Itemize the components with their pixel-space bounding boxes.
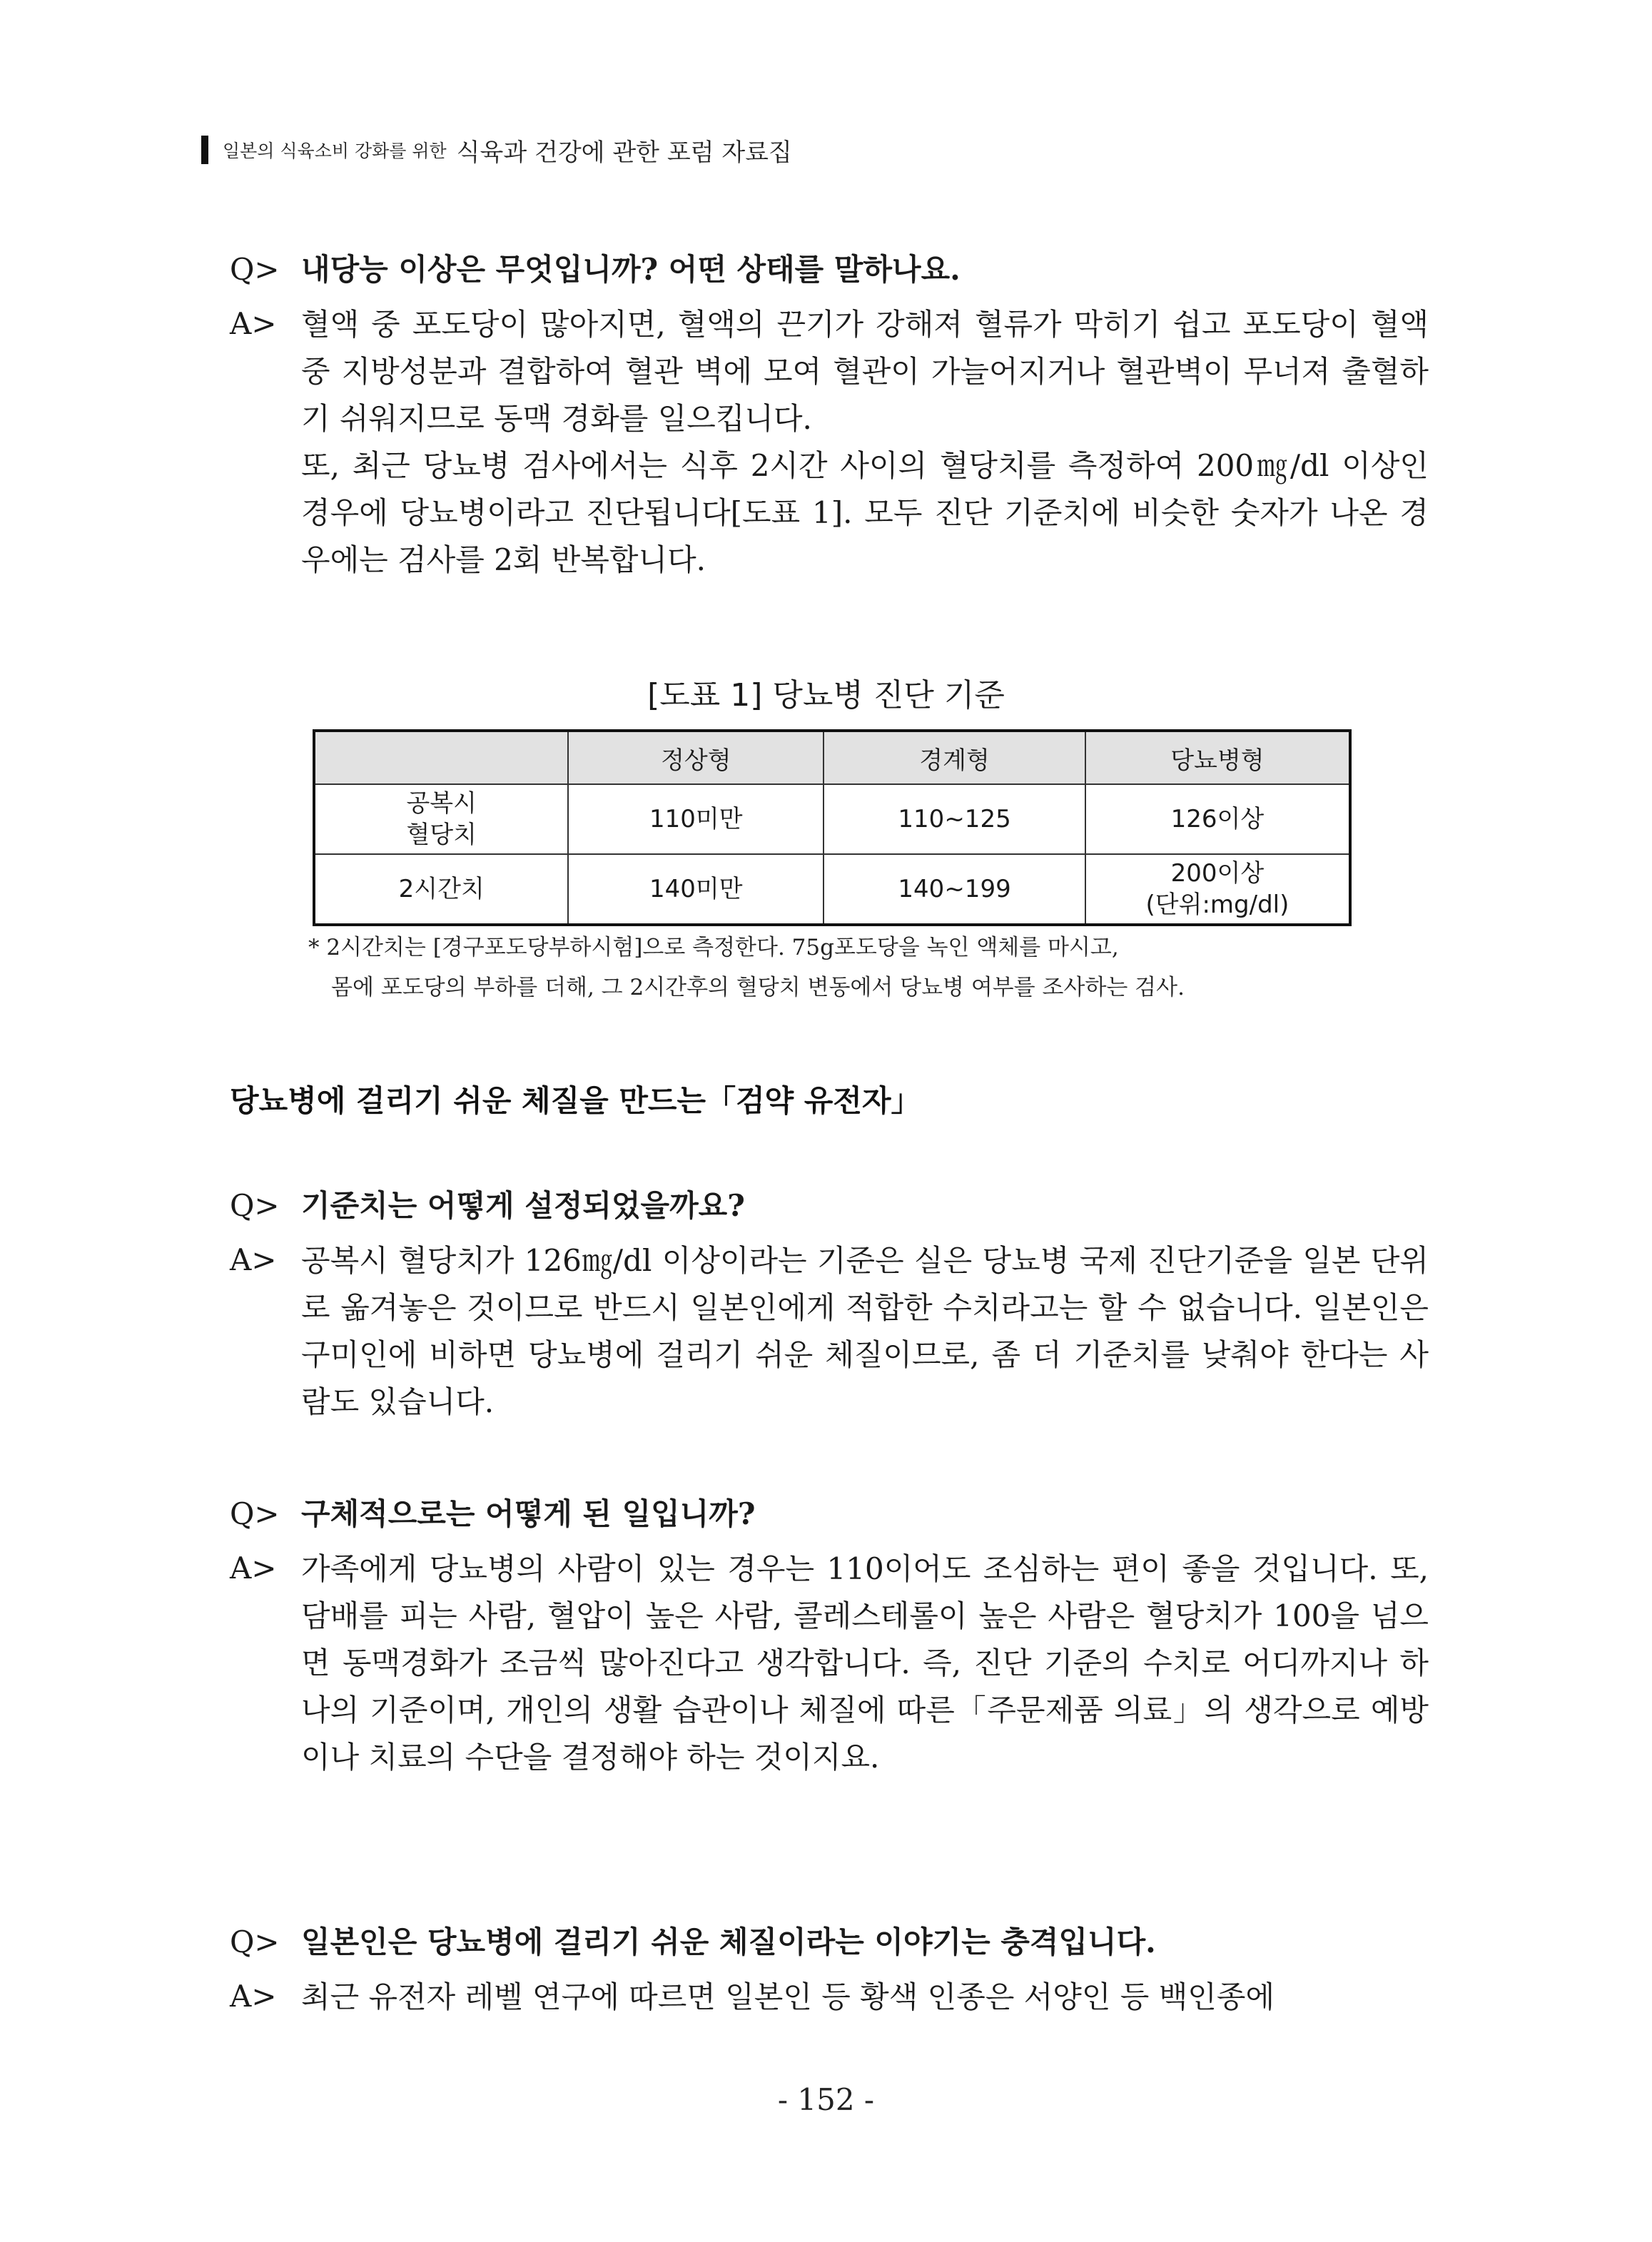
- unit-note: (단위:mg/dl): [1145, 891, 1289, 919]
- qa-block-3: [230, 1491, 1429, 1781]
- answer-paragraph: 또, 최근 당뇨병 검사에서는 식후 2시간 사이의 혈당치를 측정하여 200㎎/dl 이상인 경우에 당뇨병이라고 진단됩니다[도표 1]. 모두 진단 기준치에 비슷한 숫자가 나온 경우에는 검사를 2회 반복합니다.: [301, 448, 1429, 577]
- table-header-cell: 정상형: [568, 731, 824, 784]
- table-cell: [1085, 854, 1350, 925]
- question-text: 일본인은 당뇨병에 걸리기 쉬운 체질이라는 이야기는 충격입니다.: [301, 1924, 1156, 1959]
- table-cell: 110~125: [824, 784, 1085, 854]
- row-label-cell: [314, 784, 568, 854]
- answer-row: [230, 1546, 1429, 1781]
- row-label-line: 혈당치: [406, 821, 477, 849]
- question-label: Q>: [230, 1924, 280, 1959]
- table-caption: [도표 1] 당뇨병 진단 기준: [647, 677, 1005, 714]
- answer-label: A>: [230, 306, 277, 341]
- qa-block-1: [230, 247, 1429, 584]
- qa-block-4: [230, 1919, 1429, 2021]
- page-number: - 152 -: [777, 2082, 875, 2117]
- footnote-line: 몸에 포도당의 부하를 더해, 그 2시간후의 혈당치 변동에서 당뇨병 여부를 조사하는 검사.: [331, 975, 1185, 1000]
- answer-label: A>: [230, 1551, 277, 1586]
- answer-paragraph: 혈액 중 포도당이 많아지면, 혈액의 끈기가 강해져 혈류가 막히기 쉽고 포도당이 혈액중 지방성분과 결합하여 혈관 벽에 모여 혈관이 가늘어지거나 혈관벽이 무너져 출혈하기 쉬워지므로 동맥 경화를 일으킵니다.: [301, 307, 1429, 436]
- answer-label: A>: [230, 1979, 277, 2014]
- row-label-line: 공복시: [406, 789, 477, 818]
- question-text: 구체적으로는 어떻게 된 일입니까?: [301, 1496, 756, 1531]
- table-header-row: [314, 731, 1350, 784]
- qa-block-2: [230, 1183, 1429, 1426]
- table-cell: 126이상: [1085, 784, 1350, 854]
- section-heading: 당뇨병에 걸리기 쉬운 체질을 만드는「검약 유전자」: [230, 1083, 921, 1118]
- question-row: [230, 1919, 1429, 1965]
- question-label: Q>: [230, 1496, 280, 1531]
- question-row: [230, 1491, 1429, 1537]
- header-title: 식육과 건강에 관한 포럼 자료집: [456, 138, 792, 167]
- table-cell: 140~199: [824, 854, 1085, 925]
- answer-row: [230, 1974, 1429, 2021]
- question-row: [230, 247, 1429, 293]
- table-footnote: [308, 928, 1357, 1008]
- table-row: [314, 854, 1350, 925]
- answer-text: 최근 유전자 레벨 연구에 따르면 일본인 등 황색 인종은 서양인 등 백인종에: [301, 1979, 1275, 2014]
- footnote-line: * 2시간치는 [경구포도당부하시험]으로 측정한다. 75g포도당을 녹인 액체를 마시고,: [308, 935, 1119, 960]
- diagnosis-criteria-table: [313, 729, 1352, 926]
- cell-line: 200이상: [1170, 859, 1265, 888]
- answer-text: [301, 301, 1429, 584]
- question-text: 기준치는 어떻게 설정되었을까요?: [301, 1188, 745, 1223]
- question-label: Q>: [230, 252, 280, 287]
- table-header-cell: 당뇨병형: [1085, 731, 1350, 784]
- header-subtitle: 일본의 식육소비 강화를 위한: [223, 141, 447, 161]
- table-header-cell: 경계형: [824, 731, 1085, 784]
- running-header: [201, 128, 792, 171]
- answer-text: 가족에게 당뇨병의 사람이 있는 경우는 110이어도 조심하는 편이 좋을 것입니다. 또, 담배를 피는 사람, 혈압이 높은 사람, 콜레스테롤이 높은 사람은 혈당치가 100을 넘으면 동맥경화가 조금씩 많아진다고 생각합니다. 즉, 진단 기준의 수치로 어디까지나 하나의 기준이며, 개인의 생활 습관이나 체질에 따른「주문제품 의료」의 생각으로 예방이나 치료의 수단을 결정해야 하는 것이지요.: [301, 1551, 1429, 1775]
- answer-label: A>: [230, 1242, 277, 1277]
- question-label: Q>: [230, 1188, 280, 1223]
- table-header-cell: [314, 731, 568, 784]
- row-label-cell: 2시간치: [314, 854, 568, 925]
- table-cell: 110미만: [568, 784, 824, 854]
- answer-row: [230, 301, 1429, 584]
- answer-text: 공복시 혈당치가 126㎎/dl 이상이라는 기준은 실은 당뇨병 국제 진단기준을 일본 단위로 옮겨놓은 것이므로 반드시 일본인에게 적합한 수치라고는 할 수 없습니다. 일본인은 구미인에 비하면 당뇨병에 걸리기 쉬운 체질이므로, 좀 더 기준치를 낮춰야 한다는 사람도 있습니다.: [301, 1243, 1429, 1419]
- answer-row: [230, 1237, 1429, 1426]
- table-row: [314, 784, 1350, 854]
- question-text: 내당능 이상은 무엇입니까? 어떤 상태를 말하나요.: [301, 252, 961, 287]
- header-bar-mark: [201, 136, 208, 164]
- table-cell: 140미만: [568, 854, 824, 925]
- question-row: [230, 1183, 1429, 1229]
